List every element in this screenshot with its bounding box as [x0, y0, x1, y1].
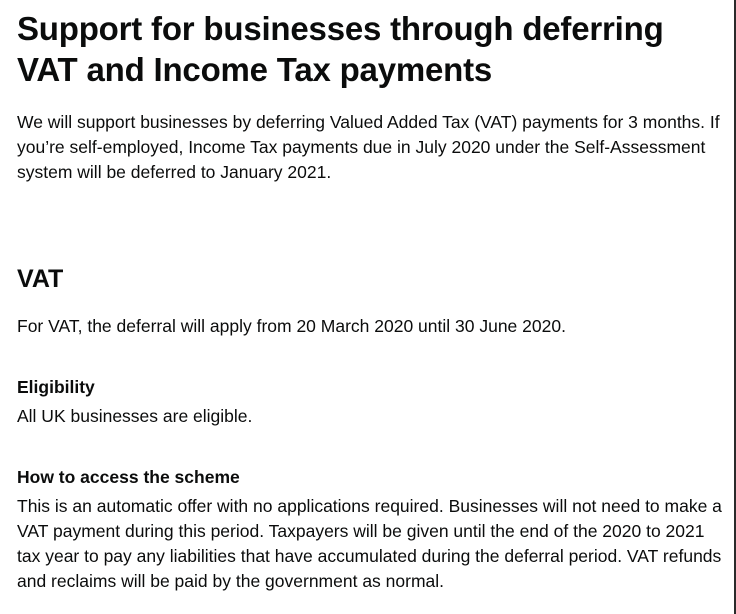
- page-title: Support for businesses through deferring VAT and Income Tax payments: [17, 10, 664, 88]
- lead-paragraph: We will support businesses by deferring Valued Added Tax (VAT) payments for 3 months. If you’re self-employed, Income Tax payments due in July 2020 under the Self-Assessment system will be deferred to January 2021.: [17, 112, 720, 182]
- vat-intro-paragraph: For VAT, the deferral will apply from 20 March 2020 until 30 June 2020.: [17, 316, 566, 336]
- access-scheme-heading: How to access the scheme: [17, 467, 240, 487]
- vat-heading: VAT: [17, 265, 64, 293]
- access-scheme-paragraph: This is an automatic offer with no applications required. Businesses will not need to make a VAT payment during this period. Taxpayers will be given until the end of the 2020 to 2021 tax year to pay any liabilities that have accumulated during the deferral period. VAT refunds and reclaims will be paid by the government as normal.: [17, 496, 722, 591]
- eligibility-heading: Eligibility: [17, 377, 95, 397]
- eligibility-paragraph: All UK businesses are eligible.: [17, 406, 253, 426]
